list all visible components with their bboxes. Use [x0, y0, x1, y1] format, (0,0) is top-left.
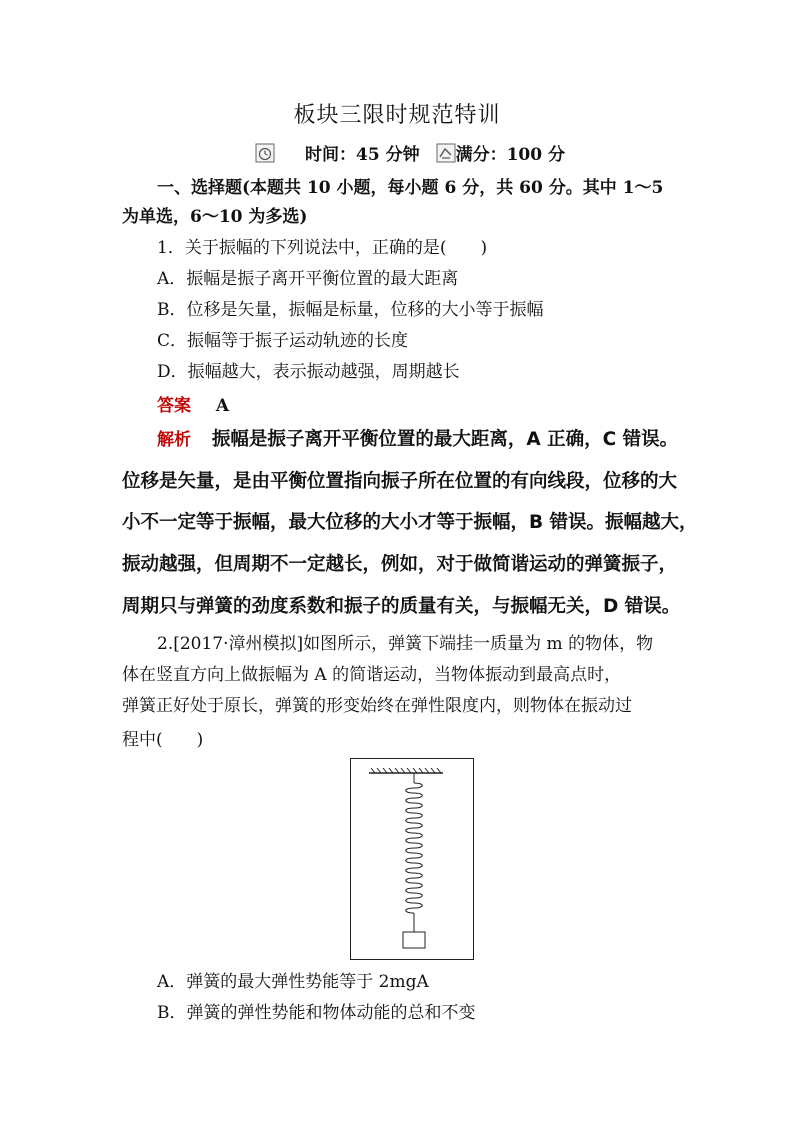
- question-1-option-b: B．位移是矢量，振幅是标量，位移的大小等于振幅: [157, 300, 544, 320]
- question-2-stem-line-2: 体在竖直方向上做振幅为 A 的简谐运动，当物体振动到最高点时，: [122, 665, 622, 685]
- question-1-analysis-line-4: 振动越强，但周期不一定越长，例如，对于做简谐运动的弹簧振子，: [122, 554, 678, 575]
- clock-icon: [255, 143, 275, 163]
- analysis-text: 振幅是振子离开平衡位置的最大距离，A 正确，C 错误。: [211, 429, 679, 450]
- question-1-analysis-line-1: [157, 430, 678, 450]
- question-1-analysis-line-3: 小不一定等于振幅，最大位移的大小才等于振幅，B 错误。振幅越大，: [122, 512, 698, 533]
- spring: [406, 773, 423, 932]
- question-1-option-d: D．振幅越大，表示振动越强，周期越长: [157, 362, 460, 382]
- question-1-option-a: A．振幅是振子离开平衡位置的最大距离: [157, 269, 459, 289]
- question-2-stem-line-3: 弹簧正好处于原长，弹簧的形变始终在弹性限度内，则物体在振动过: [122, 696, 632, 716]
- page-title: 板块三限时规范特训: [293, 103, 501, 128]
- score-label: 满分：100 分: [455, 145, 565, 165]
- time-label: 时间：45 分钟: [305, 145, 420, 165]
- mass-block: [403, 932, 425, 948]
- score-icon: [436, 143, 456, 163]
- spring-mass-figure: [350, 758, 474, 960]
- exam-meta: [255, 140, 565, 165]
- question-2-stem-line-4: 程中( ): [122, 730, 204, 750]
- question-1-analysis-line-2: 位移是矢量，是由平衡位置指向振子所在位置的有向线段，位移的大: [122, 471, 678, 492]
- question-1-stem: 1．关于振幅的下列说法中，正确的是( ): [157, 238, 488, 258]
- question-1-analysis-line-5: 周期只与弹簧的劲度系数和振子的质量有关，与振幅无关，D 错误。: [122, 596, 681, 617]
- ceiling: [369, 768, 443, 773]
- section-heading-cont: 为单选，6～10 为多选): [122, 207, 308, 227]
- question-2-stem-line-1: 2.[2017·漳州模拟]如图所示，弹簧下端挂一质量为 m 的物体，物: [157, 634, 654, 654]
- answer-value: A: [215, 396, 230, 416]
- question-1-answer: [157, 396, 229, 416]
- question-2-option-b: B．弹簧的弹性势能和物体动能的总和不变: [157, 1003, 476, 1023]
- analysis-label: 解析: [157, 430, 191, 450]
- answer-label: 答案: [157, 396, 191, 416]
- question-2-option-a: A．弹簧的最大弹性势能等于 2mgA: [157, 972, 429, 992]
- section-heading: 一、选择题(本题共 10 小题，每小题 6 分，共 60 分。其中 1～5: [157, 178, 664, 198]
- question-1-option-c: C．振幅等于振子运动轨迹的长度: [157, 331, 409, 351]
